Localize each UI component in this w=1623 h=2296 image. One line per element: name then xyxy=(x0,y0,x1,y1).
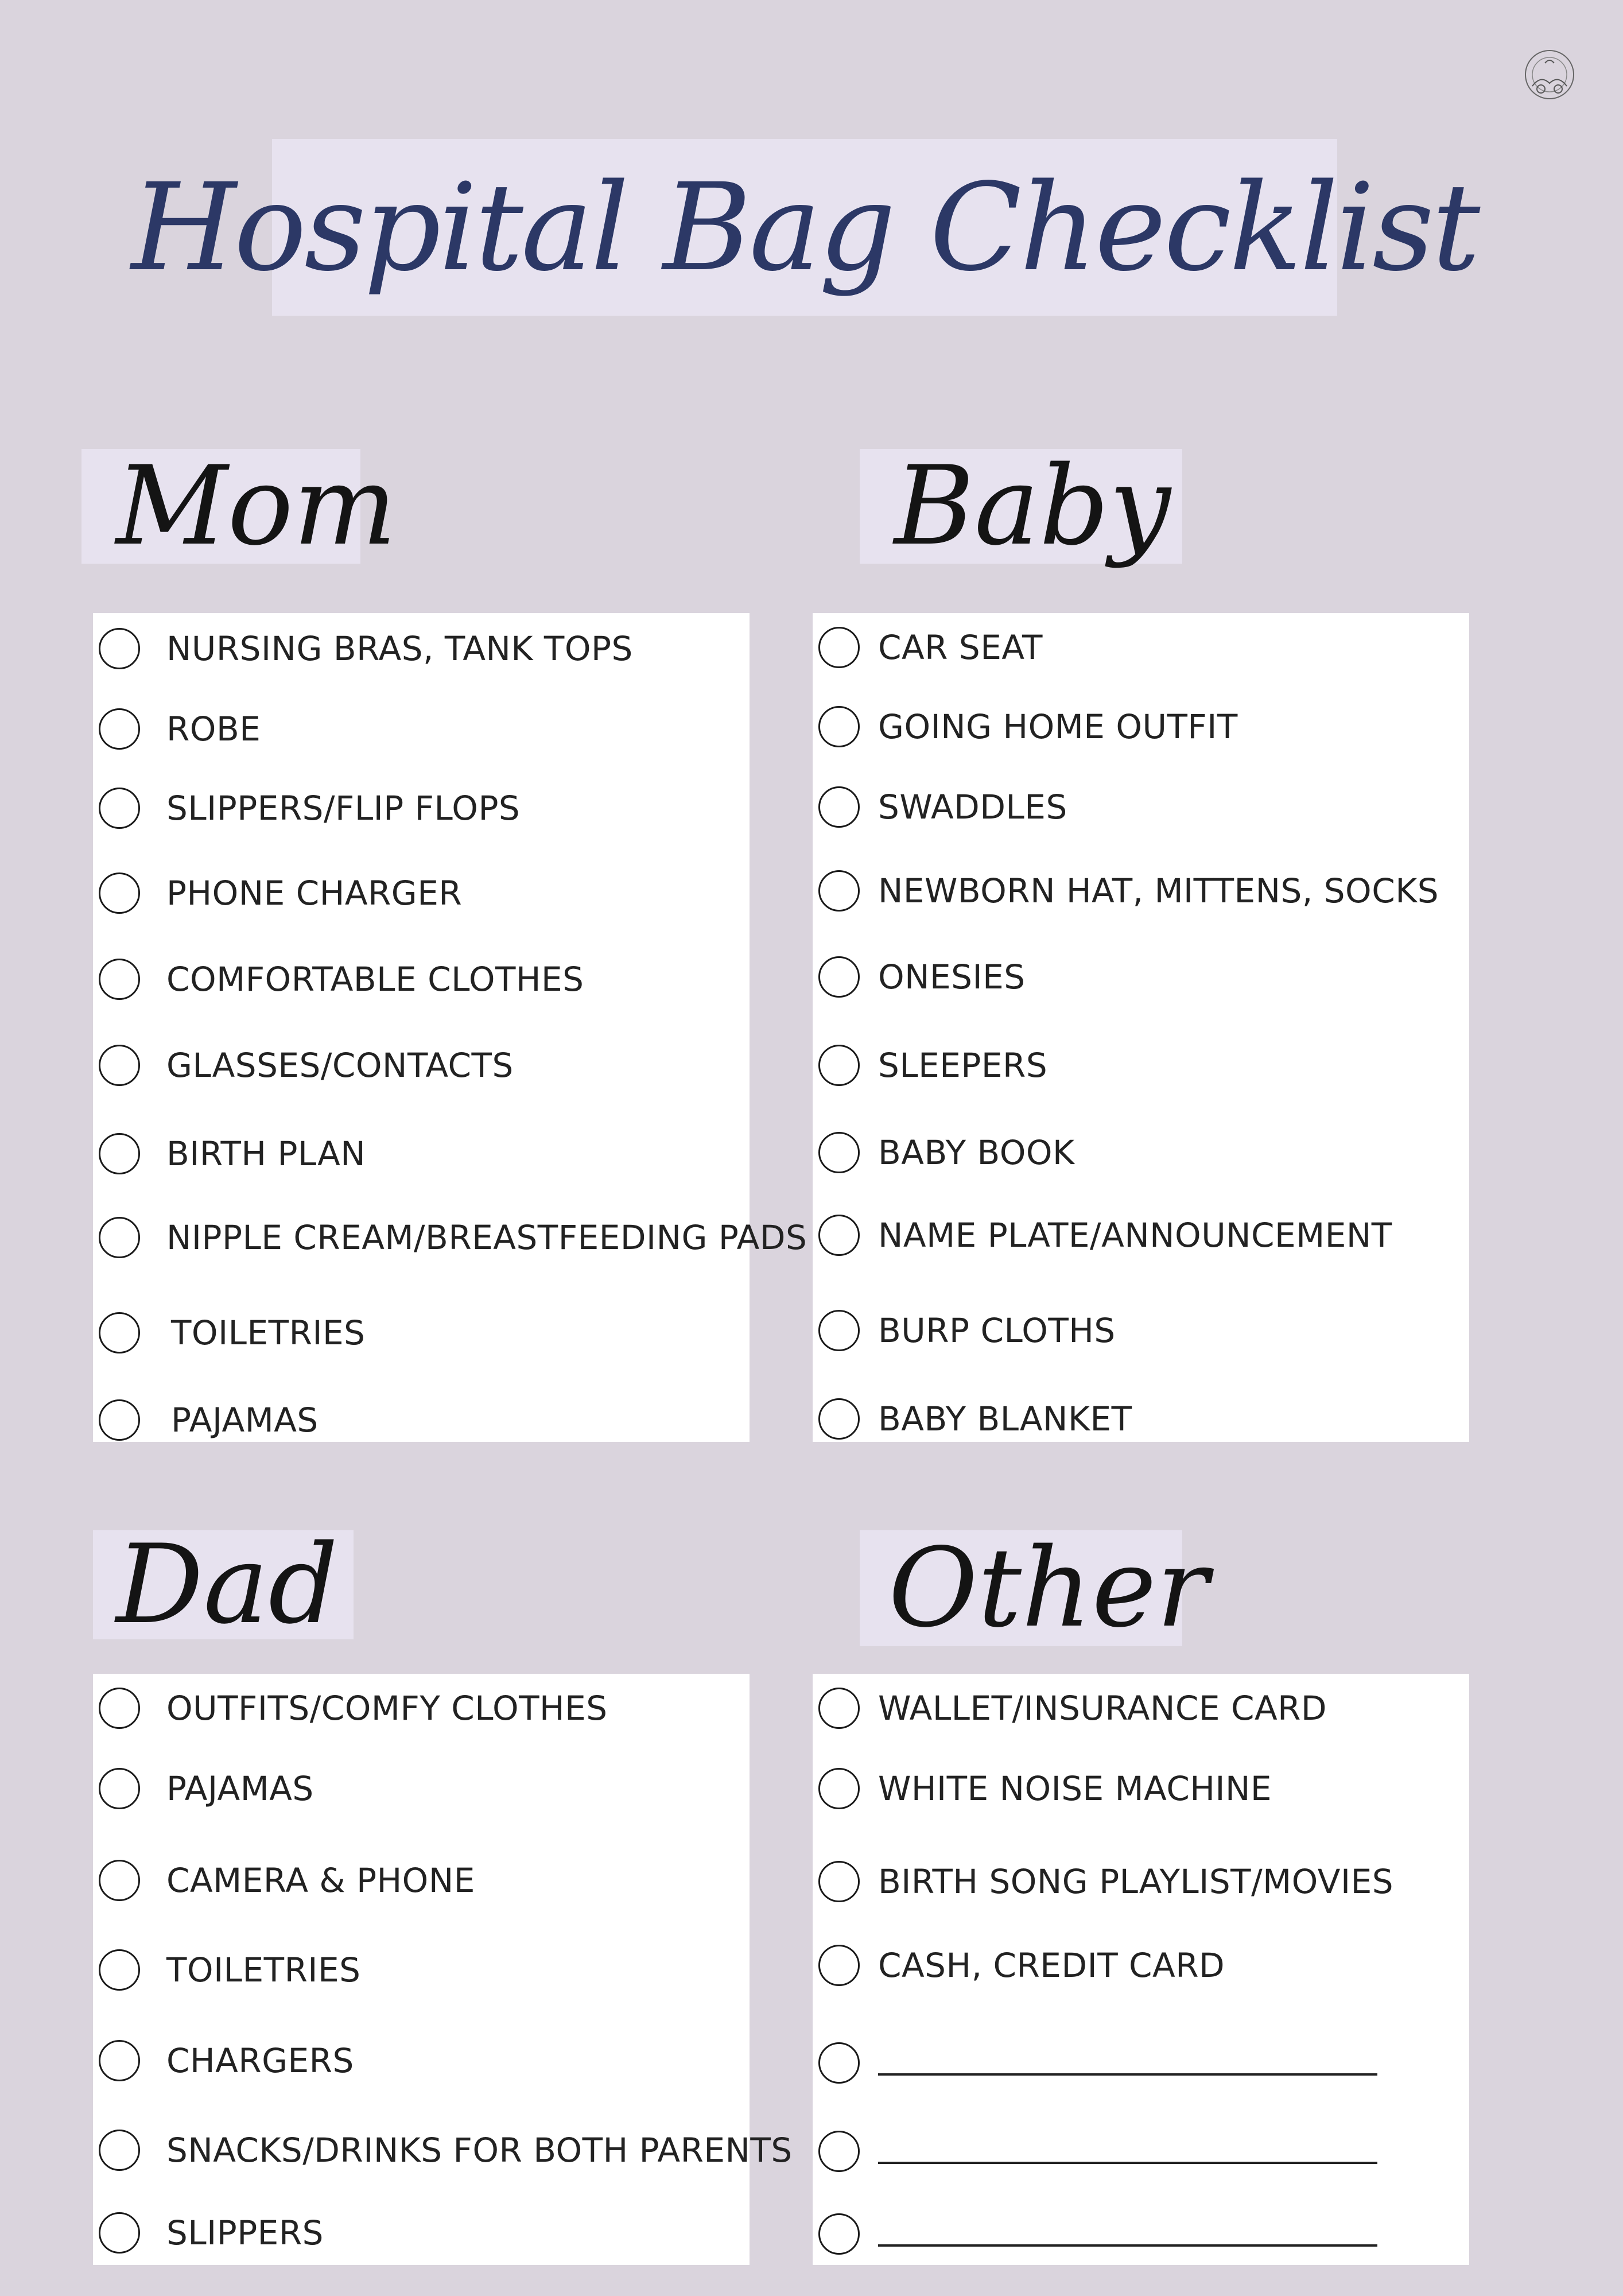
checkbox-circle[interactable] xyxy=(99,1768,140,1809)
blank-checklist-item[interactable] xyxy=(818,2200,1377,2268)
item-label: SNACKS/DRINKS FOR BOTH PARENTS xyxy=(166,2131,793,2170)
checkbox-circle[interactable] xyxy=(818,1215,860,1256)
checkbox-circle[interactable] xyxy=(818,1132,860,1173)
checkbox-circle[interactable] xyxy=(818,1945,860,1986)
checkbox-circle[interactable] xyxy=(99,708,140,750)
blank-write-in-line[interactable] xyxy=(878,2162,1377,2164)
checkbox-circle[interactable] xyxy=(818,1768,860,1809)
checkbox-circle[interactable] xyxy=(99,1312,140,1353)
checkbox-circle[interactable] xyxy=(818,1398,860,1440)
checklist-item[interactable] xyxy=(818,1031,1047,1100)
checkbox-circle[interactable] xyxy=(99,2040,140,2081)
checkbox-circle[interactable] xyxy=(99,628,140,669)
item-label: NAME PLATE/ANNOUNCEMENT xyxy=(878,1216,1392,1255)
blank-write-in-line[interactable] xyxy=(878,2244,1377,2247)
item-label: NEWBORN HAT, MITTENS, SOCKS xyxy=(878,871,1439,910)
item-label: SWADDLES xyxy=(878,788,1067,827)
checklist-item[interactable] xyxy=(99,1846,475,1915)
checklist-item[interactable] xyxy=(818,1296,1116,1365)
checklist-item[interactable] xyxy=(99,614,633,683)
mom-heading: Mom xyxy=(116,443,397,569)
item-label: BABY BOOK xyxy=(878,1133,1075,1172)
item-label: BURP CLOTHS xyxy=(878,1311,1116,1350)
checkbox-circle[interactable] xyxy=(99,959,140,1000)
blank-checklist-item[interactable] xyxy=(818,2029,1377,2097)
checkbox-circle[interactable] xyxy=(99,2130,140,2171)
item-label: CAMERA & PHONE xyxy=(166,1861,475,1900)
checkbox-circle[interactable] xyxy=(818,870,860,912)
blank-checklist-item[interactable] xyxy=(818,2117,1377,2186)
checklist-item[interactable] xyxy=(818,1754,1272,1823)
dad-heading: Dad xyxy=(116,1521,339,1648)
checklist-item[interactable] xyxy=(818,856,1439,925)
other-heading-box xyxy=(860,1525,1209,1651)
checkbox-circle[interactable] xyxy=(818,1045,860,1086)
item-label: BIRTH PLAN xyxy=(166,1134,366,1173)
baby-checklist-panel xyxy=(813,613,1469,1442)
item-label: NURSING BRAS, TANK TOPS xyxy=(166,629,633,668)
title-banner xyxy=(131,139,1478,316)
checklist-item[interactable] xyxy=(818,773,1067,841)
baby-heading-box xyxy=(860,443,1182,569)
checklist-item[interactable] xyxy=(99,1031,514,1100)
checklist-item[interactable] xyxy=(99,1754,314,1823)
mom-checklist-panel xyxy=(93,613,807,1442)
checkbox-circle[interactable] xyxy=(818,956,860,998)
item-label: PAJAMAS xyxy=(166,1769,314,1808)
checklist-item[interactable] xyxy=(818,1118,1075,1187)
checklist-item[interactable] xyxy=(99,774,520,843)
checkbox-circle[interactable] xyxy=(818,706,860,747)
item-label: OUTFITS/COMFY CLOTHES xyxy=(166,1689,608,1728)
checklist-item[interactable] xyxy=(818,1931,1225,2000)
item-label: BABY BLANKET xyxy=(878,1399,1132,1438)
checklist-item[interactable] xyxy=(99,695,261,763)
page-title: Hospital Bag Checklist xyxy=(131,157,1478,298)
checkbox-circle[interactable] xyxy=(99,788,140,829)
checkbox-circle[interactable] xyxy=(99,1217,140,1258)
checkbox-circle[interactable] xyxy=(99,1045,140,1086)
baby-heading: Baby xyxy=(894,443,1171,569)
checkbox-circle[interactable] xyxy=(818,786,860,828)
item-label: NIPPLE CREAM/BREASTFEEDING PADS xyxy=(166,1218,807,1257)
checklist-item[interactable] xyxy=(99,1298,365,1367)
other-checklist-panel xyxy=(813,1674,1469,2265)
checklist-item[interactable] xyxy=(99,1386,319,1455)
checklist-item[interactable] xyxy=(818,613,1043,682)
item-label: PHONE CHARGER xyxy=(166,874,463,913)
checkbox-circle[interactable] xyxy=(818,2213,860,2255)
checkbox-circle[interactable] xyxy=(99,2212,140,2254)
checkbox-circle[interactable] xyxy=(818,2042,860,2084)
floral-wreath-logo-icon xyxy=(1515,40,1584,109)
item-label: SLIPPERS xyxy=(166,2213,324,2252)
checklist-item[interactable] xyxy=(99,945,584,1014)
checkbox-circle[interactable] xyxy=(99,1949,140,1991)
item-label: WALLET/INSURANCE CARD xyxy=(878,1689,1327,1728)
checklist-item[interactable] xyxy=(99,1203,807,1272)
checkbox-circle[interactable] xyxy=(818,1310,860,1351)
checklist-item[interactable] xyxy=(818,1384,1132,1453)
checklist-item[interactable] xyxy=(818,1674,1327,1743)
checkbox-circle[interactable] xyxy=(99,1399,140,1441)
item-label: ROBE xyxy=(166,709,261,748)
checkbox-circle[interactable] xyxy=(99,1688,140,1729)
checklist-item[interactable] xyxy=(99,2198,324,2267)
checklist-item[interactable] xyxy=(99,1119,366,1188)
checklist-item[interactable] xyxy=(818,692,1238,761)
checklist-item[interactable] xyxy=(99,859,462,928)
item-label: CAR SEAT xyxy=(878,628,1043,667)
checkbox-circle[interactable] xyxy=(99,1860,140,1901)
checklist-item[interactable] xyxy=(99,1674,608,1743)
item-label: GLASSES/CONTACTS xyxy=(166,1046,514,1085)
item-label: PAJAMAS xyxy=(171,1401,319,1440)
dad-checklist-panel xyxy=(93,1674,793,2265)
dad-heading-box xyxy=(93,1521,354,1648)
item-label: ONESIES xyxy=(878,957,1026,996)
checkbox-circle[interactable] xyxy=(99,1133,140,1174)
checklist-item[interactable] xyxy=(99,2026,354,2095)
checklist-item[interactable] xyxy=(818,1201,1392,1270)
checkbox-circle[interactable] xyxy=(818,2131,860,2172)
other-heading: Other xyxy=(888,1525,1209,1651)
checkbox-circle[interactable] xyxy=(818,1688,860,1729)
item-label: SLEEPERS xyxy=(878,1046,1048,1085)
item-label: CASH, CREDIT CARD xyxy=(878,1946,1225,1985)
checklist-item[interactable] xyxy=(99,1936,360,2004)
item-label: SLIPPERS/FLIP FLOPS xyxy=(166,789,521,828)
item-label: BIRTH SONG PLAYLIST/MOVIES xyxy=(878,1862,1394,1901)
item-label: GOING HOME OUTFIT xyxy=(878,707,1238,746)
checkbox-circle[interactable] xyxy=(99,872,140,914)
checklist-item[interactable] xyxy=(818,943,1026,1011)
item-label: TOILETRIES xyxy=(171,1313,366,1352)
item-label: COMFORTABLE CLOTHES xyxy=(166,960,584,999)
mom-heading-box xyxy=(81,443,397,569)
blank-write-in-line[interactable] xyxy=(878,2073,1377,2076)
item-label: WHITE NOISE MACHINE xyxy=(878,1769,1272,1808)
checkbox-circle[interactable] xyxy=(818,1861,860,1902)
checkbox-circle[interactable] xyxy=(818,627,860,668)
checklist-item[interactable] xyxy=(818,1847,1393,1916)
item-label: TOILETRIES xyxy=(166,1950,361,1989)
checklist-item[interactable] xyxy=(99,2116,793,2185)
item-label: CHARGERS xyxy=(166,2041,354,2080)
